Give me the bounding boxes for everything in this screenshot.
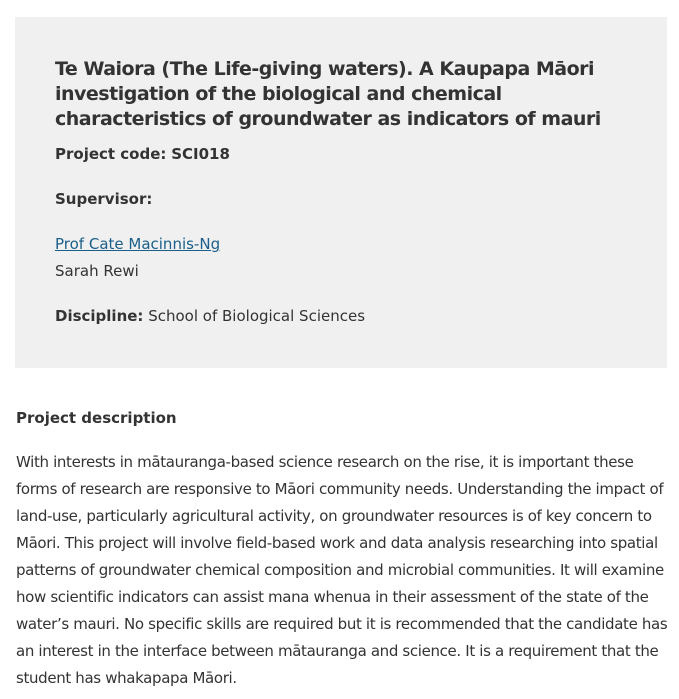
project-code-value: SCI018 [171,145,230,163]
discipline-label: Discipline: [55,307,144,325]
discipline-value: School of Biological Sciences [148,307,366,325]
project-code-label: Project code: [55,145,167,163]
project-description-body: With interests in mātauranga-based science research on the rise, it is important these forms of research are responsive to Māori community needs. Understanding the impact of land-use, particularly agricultural activity, on groundwater resources is of key concern to Māori. This project will involve field-based work and data analysis researching into spatial patterns of groundwater chemical composition and microbial communities. It will examine how scientific indicators can assist mana whenua in their assessment of the state of the water’s mauri. No specific skills are required but it is recommended that the candidate has an interest in the interface between mātauranga and science. It is a requirement that the student has whakapapa Māori. [16,453,668,687]
supervisor-label: Supervisor: [55,190,153,208]
supervisor-link-primary[interactable]: Prof Cate Macinnis-Ng [55,235,221,253]
project-title: Te Waiora (The Life-giving waters). A Kaupapa Māori investigation of the biological and chemical characteristics of groundwater as indicators of mauri [55,58,601,130]
project-code [55,144,230,164]
project-description-heading: Project description [16,409,177,427]
supervisor-secondary: Sarah Rewi [55,262,139,280]
discipline [55,306,365,326]
project-summary-card [15,17,667,368]
